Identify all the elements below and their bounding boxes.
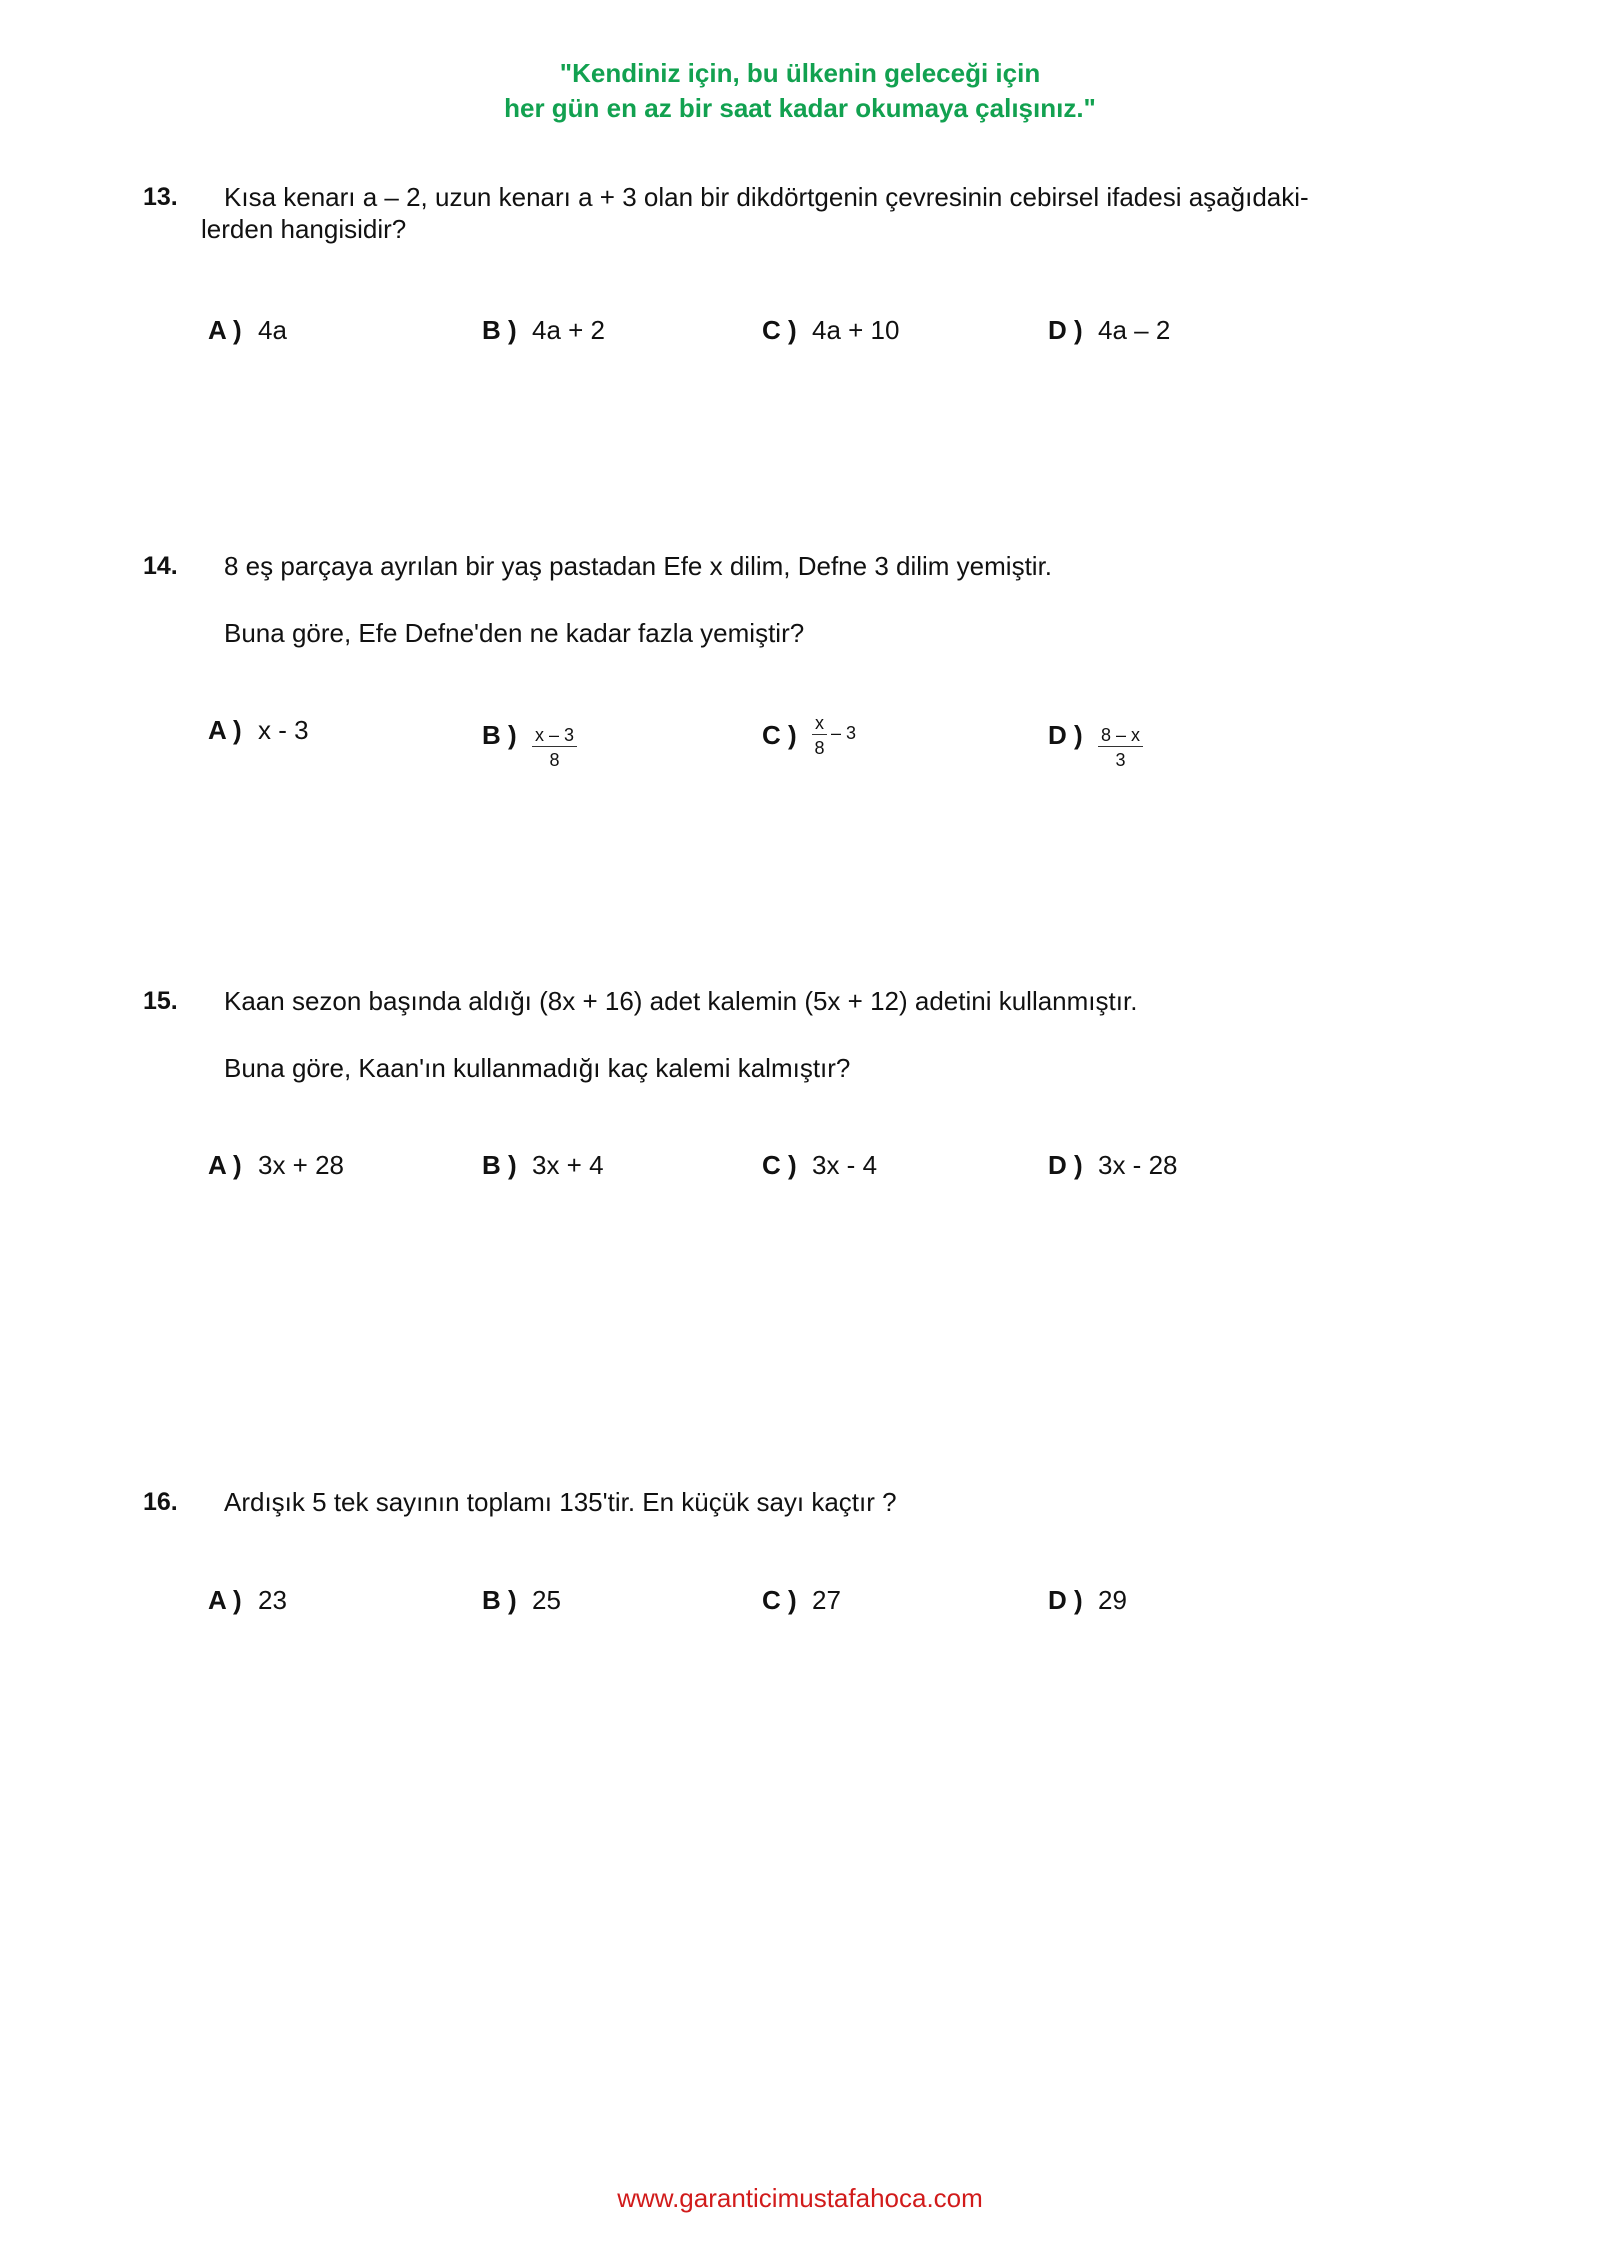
question-subtext: Buna göre, Kaan'ın kullanmadığı kaç kalemi kalmıştır? [224,1053,851,1083]
option-d[interactable] [1048,315,1170,346]
option-a[interactable] [208,315,287,346]
fraction-denominator: 3 [1115,750,1126,770]
option-d[interactable] [1048,1585,1127,1616]
option-b[interactable] [482,1585,561,1616]
fraction-denominator: 8 [814,738,825,758]
motto-header [0,56,1600,126]
expression-tail: – 3 [831,723,857,743]
option-c[interactable] [762,715,856,760]
option-value: 4a – 2 [1098,315,1171,345]
option-letter: A ) [208,1585,242,1615]
question-text: Kaan sezon başında aldığı (8x + 16) adet kalemin (5x + 12) adetini kullanmıştır. [224,986,1138,1016]
option-value: 3x + 28 [258,1150,345,1180]
question-number: 15. [143,987,178,1015]
option-a[interactable] [208,1585,287,1616]
option-value: 25 [532,1585,561,1615]
option-c[interactable] [762,315,899,346]
option-letter: C ) [762,315,797,345]
fraction [532,725,577,770]
option-value: 3x - 28 [1098,1150,1178,1180]
motto-line-2: her gün en az bir saat kadar okumaya çalışınız." [504,93,1096,123]
option-b[interactable] [482,1150,604,1181]
question-text: 8 eş parçaya ayrılan bir yaş pastadan Efe x dilim, Defne 3 dilim yemiştir. [224,551,1053,581]
motto-line-1: "Kendiniz için, bu ülkenin geleceği için [559,58,1041,88]
option-letter: C ) [762,720,797,751]
option-letter: B ) [482,315,517,345]
option-d[interactable] [1048,715,1143,770]
option-value: 23 [258,1585,287,1615]
footer-url[interactable]: www.garanticimustafahoca.com [617,2183,983,2213]
option-a[interactable] [208,715,309,746]
option-value: 4a + 2 [532,315,606,345]
fraction-numerator: 8 – x [1098,725,1143,747]
option-value: 4a [258,315,287,345]
option-value: 4a + 10 [812,315,900,345]
fraction [812,713,827,758]
fraction-numerator: x – 3 [532,725,577,747]
question-number: 16. [143,1488,178,1516]
question-number: 14. [143,552,178,580]
option-letter: B ) [482,1150,517,1180]
option-a[interactable] [208,1150,344,1181]
fraction-expression [812,713,856,758]
option-b[interactable] [482,315,605,346]
option-letter: D ) [1048,315,1083,345]
question-text: Ardışık 5 tek sayının toplamı 135'tir. En küçük sayı kaçtır ? [224,1487,897,1517]
option-letter: D ) [1048,1585,1083,1615]
option-letter: D ) [1048,1150,1083,1180]
question-text-line-1: Kısa kenarı a – 2, uzun kenarı a + 3 olan bir dikdörtgenin çevresinin cebirsel ifadesi aşağıdaki- [224,182,1309,212]
option-letter: A ) [208,315,242,345]
option-value: x - 3 [258,715,309,745]
option-c[interactable] [762,1585,841,1616]
option-letter: A ) [208,1150,242,1180]
option-b[interactable] [482,715,577,770]
question-subtext: Buna göre, Efe Defne'den ne kadar fazla yemiştir? [224,618,805,648]
fraction-numerator: x [812,713,827,735]
option-d[interactable] [1048,1150,1178,1181]
option-letter: D ) [1048,720,1083,751]
fraction-denominator: 8 [549,750,560,770]
question-text-line-2: lerden hangisidir? [201,214,407,244]
option-c[interactable] [762,1150,877,1181]
fraction [1098,725,1143,770]
option-letter: B ) [482,1585,517,1615]
option-value: 29 [1098,1585,1127,1615]
option-value: 3x + 4 [532,1150,604,1180]
option-value: 3x - 4 [812,1150,878,1180]
option-letter: B ) [482,720,517,751]
question-number: 13. [143,183,178,211]
option-value: 27 [812,1585,841,1615]
option-letter: C ) [762,1585,797,1615]
option-letter: C ) [762,1150,797,1180]
option-letter: A ) [208,715,242,745]
